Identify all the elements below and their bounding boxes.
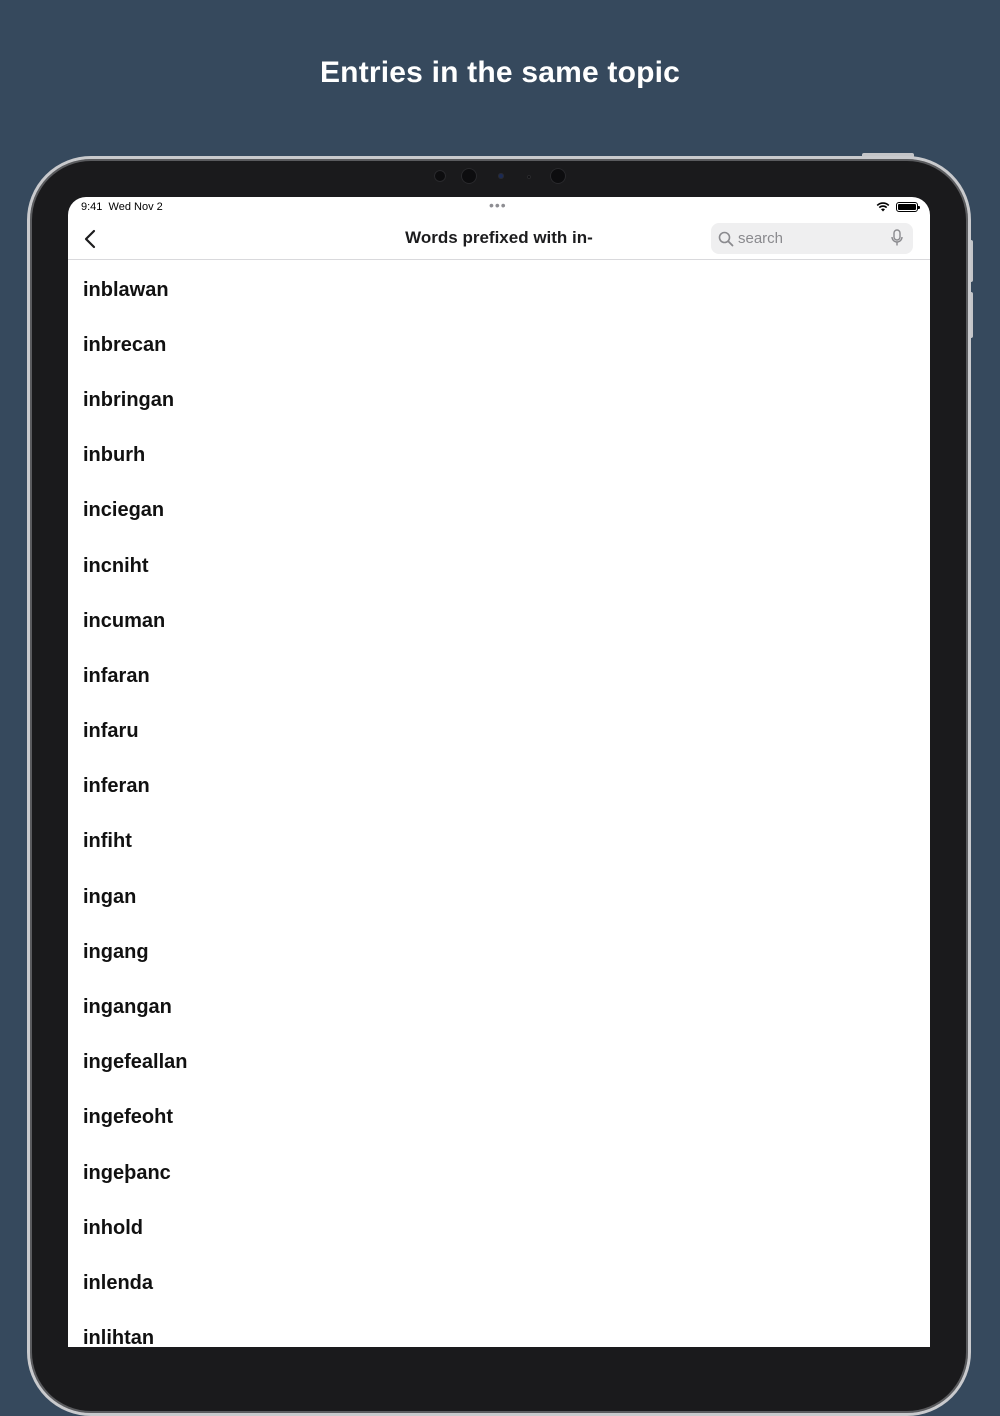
list-item[interactable]: ingeþanc bbox=[83, 1161, 171, 1184]
battery-icon bbox=[896, 202, 918, 212]
list-item[interactable]: infiht bbox=[83, 830, 132, 853]
status-date: Wed Nov 2 bbox=[108, 201, 163, 213]
search-icon bbox=[718, 231, 734, 247]
list-item[interactable]: inbringan bbox=[83, 388, 175, 411]
list-item[interactable]: ingangan bbox=[83, 996, 172, 1019]
list-item[interactable]: inlihtan bbox=[83, 1327, 155, 1350]
list-item[interactable]: infaru bbox=[83, 720, 139, 743]
status-bar bbox=[68, 197, 930, 219]
list-item[interactable]: ingang bbox=[83, 940, 149, 963]
sensor-dot bbox=[434, 170, 446, 182]
list-item[interactable]: inbrecan bbox=[83, 333, 167, 356]
list-item[interactable]: ingefeallan bbox=[83, 1051, 188, 1074]
camera-lens bbox=[461, 168, 477, 184]
list-item[interactable]: inferan bbox=[83, 775, 150, 798]
list-item[interactable]: inblawan bbox=[83, 278, 169, 301]
navigation-bar bbox=[68, 219, 930, 260]
camera-indicator bbox=[498, 173, 504, 179]
microphone-icon[interactable] bbox=[891, 229, 903, 247]
list-item[interactable]: incniht bbox=[83, 554, 149, 577]
list-item[interactable]: inburh bbox=[83, 444, 146, 467]
wifi-icon bbox=[876, 202, 890, 212]
list-item[interactable]: ingefeoht bbox=[83, 1106, 173, 1129]
ambient-sensor bbox=[527, 175, 531, 179]
promo-title: Entries in the same topic bbox=[319, 56, 681, 89]
list-item[interactable]: infaran bbox=[83, 664, 150, 687]
front-camera bbox=[550, 168, 566, 184]
status-clock: 9:41 bbox=[81, 201, 103, 213]
status-time bbox=[81, 201, 163, 213]
app-screen bbox=[68, 197, 930, 1350]
search-input[interactable] bbox=[738, 230, 878, 247]
status-indicators bbox=[876, 202, 918, 212]
search-field[interactable] bbox=[711, 223, 913, 254]
multitasking-dots-icon[interactable]: ••• bbox=[489, 197, 507, 213]
list-item[interactable]: inlenda bbox=[83, 1271, 154, 1294]
list-item[interactable]: incuman bbox=[83, 609, 166, 632]
list-item[interactable]: inciegan bbox=[83, 499, 165, 522]
list-item[interactable]: inhold bbox=[83, 1216, 143, 1239]
list-item[interactable]: ingan bbox=[83, 885, 137, 908]
page-title: Words prefixed with in- bbox=[405, 228, 593, 247]
entry-list bbox=[68, 261, 930, 1365]
